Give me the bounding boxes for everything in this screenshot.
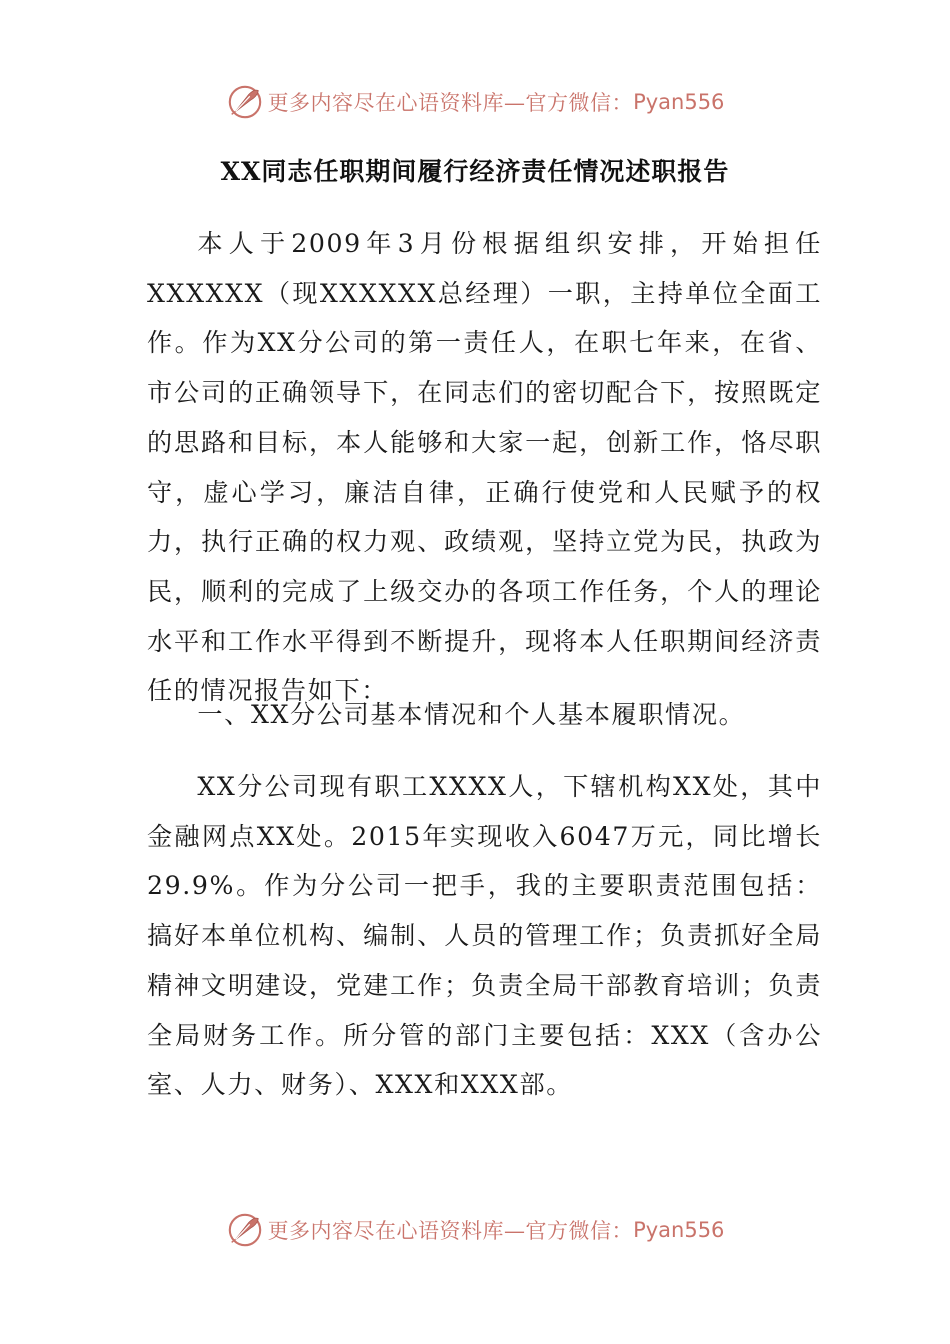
paragraph-text: 本人于2009年3月份根据组织安排，开始担任XXXXXX（现XXXXXX总经理）一职，主持单位全面工作。作为XX分公司的第一责任人，在职七年来，在省、市公司的正确领导下，在同志们的密切配合下，按照既定的思路和目标，本人能够和大家一起，创新工作，恪尽职守，虚心学习，廉洁自律，正确行使党和人民赋予的权力，执行正确的权力观、政绩观，坚持立党为民，执政为民，顺利的完成了上级交办的各项工作任务，个人的理论水平和工作水平得到不断提升，现将本人任职期间经济责任的情况报告如下： (147, 229, 822, 706)
footer-watermark (0, 1208, 950, 1252)
header-watermark (0, 80, 950, 124)
watermark-site-text: 更多内容尽在心语资料库—官方微信： (267, 91, 634, 115)
watermark-wechat-id: Pyan556 (633, 1218, 725, 1242)
watermark-site-text: 更多内容尽在心语资料库—官方微信： (267, 1219, 634, 1243)
quill-pen-circle-icon (226, 1211, 264, 1249)
section-heading-text: 一、XX分公司基本情况和个人基本履职情况。 (197, 700, 746, 729)
watermark-wechat-id: Pyan556 (633, 90, 725, 114)
section-heading (147, 690, 822, 740)
paragraph-text: XX分公司现有职工XXXX人，下辖机构XX处，其中金融网点XX处。2015年实现收入6047万元，同比增长29.9%。作为分公司一把手，我的主要职责范围包括：搞好本单位机构、编制、人员的管理工作；负责抓好全局精神文明建设，党建工作；负责全局干部教育培训；负责全局财务工作。所分管的部门主要包括：XXX（含办公室、人力、财务）、XXX和XXX部。 (147, 772, 822, 1100)
section-paragraph (147, 762, 822, 1110)
quill-pen-circle-icon (226, 83, 264, 121)
document-title: XX同志任职期间履行经济责任情况述职报告 (220, 157, 730, 186)
intro-paragraph (147, 219, 822, 716)
